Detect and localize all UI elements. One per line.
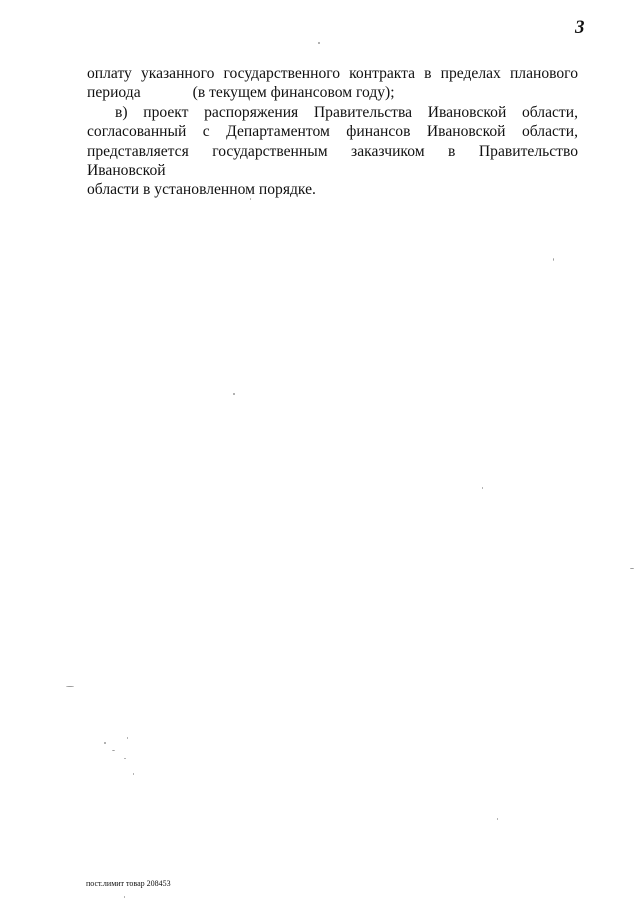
body-text — [87, 64, 578, 200]
paragraph-b-line-3: представляется государственным заказчиком в Правительство Ивановской — [87, 142, 578, 180]
scan-speck — [133, 773, 134, 775]
paragraph-b-line-2: согласованный с Департаментом финансов Ивановской области, — [87, 123, 578, 141]
scan-speck — [233, 393, 235, 395]
scan-speck — [250, 198, 251, 200]
scan-speck — [112, 750, 115, 751]
scan-speck — [630, 568, 634, 569]
scan-speck — [553, 258, 554, 261]
paragraph-b-line-1: в) проект распоряжения Правительства Ивановской области, — [115, 103, 578, 121]
period-word: периода — [87, 84, 141, 102]
page-number: 3 — [575, 17, 585, 38]
current-year-note: (в текущем финансовом году); — [192, 84, 395, 102]
scan-speck — [127, 737, 128, 739]
paragraph-b-line-4: области в установленном порядке. — [87, 181, 316, 199]
scan-speck — [482, 487, 483, 489]
scan-speck — [104, 742, 106, 744]
scan-speck — [66, 686, 74, 687]
paragraph-a-line-2 — [87, 83, 578, 102]
paragraph-a-line-1: оплату указанного государственного контракта в пределах планового — [87, 65, 578, 82]
scan-speck — [497, 818, 498, 820]
scan-speck — [124, 758, 126, 759]
scan-speck — [124, 896, 125, 898]
scan-speck — [318, 42, 320, 44]
footer-note: пост.лимит товар 208453 — [86, 879, 171, 888]
